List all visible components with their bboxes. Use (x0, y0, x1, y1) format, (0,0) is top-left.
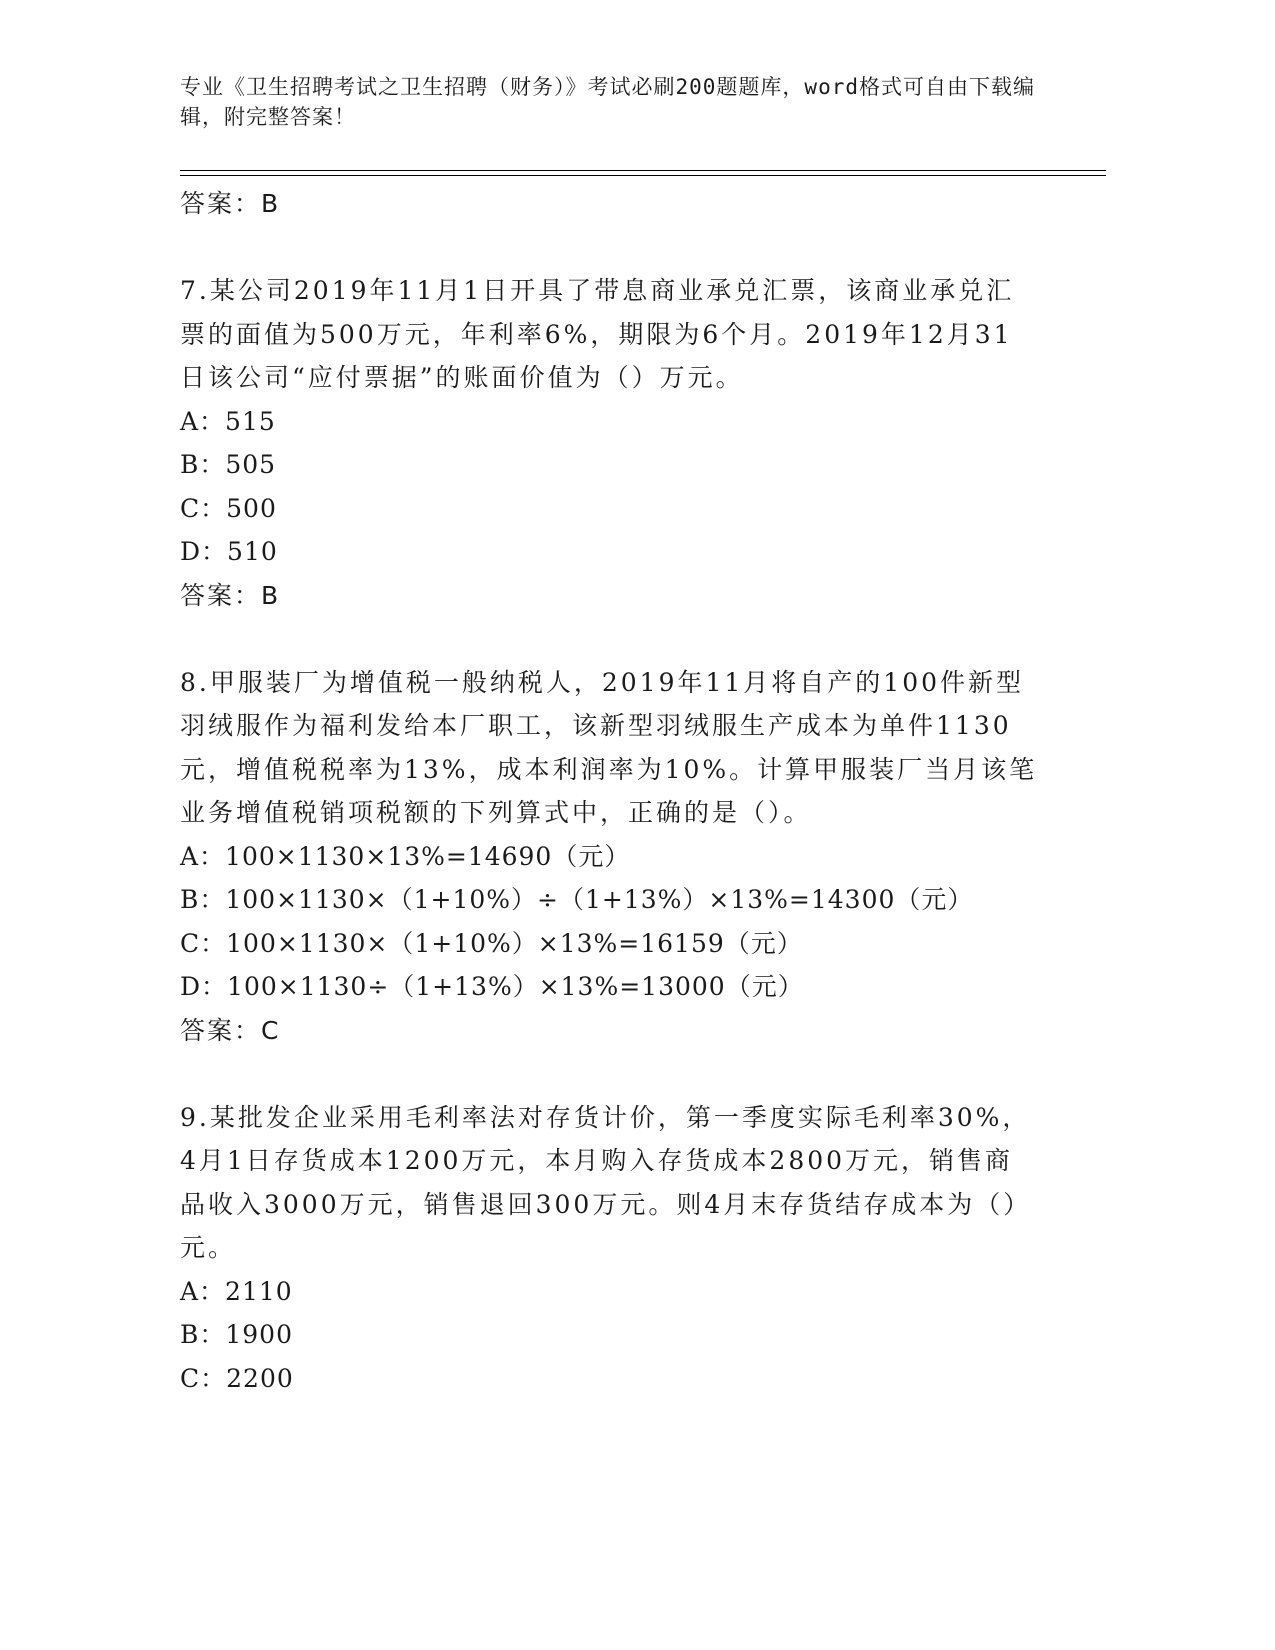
option-a: A：100×1130×13%=14690（元） (180, 841, 631, 871)
option-b: B：100×1130×（1+10%）÷（1+13%）×13%=14300（元） (180, 885, 974, 914)
option-b: B：505 (180, 450, 277, 479)
page-header: 专业《卫生招聘考试之卫生招聘（财务）》考试必刷200题题库，word格式可自由下载编辑，附完整答案！ (180, 75, 1035, 129)
question-block (180, 269, 1040, 617)
question-text: 9.某批发企业采用毛利率法对存货计价，第一季度实际毛利率30%，4月1日存货成本1200万元，本月购入存货成本2800万元，销售商品收入3000万元，销售退回300万元。则4月末存货结存成本为（）元。 (180, 1102, 1032, 1262)
option-b: B：1900 (180, 1320, 293, 1349)
question-list (180, 182, 1040, 1400)
question-text: 7.某公司2019年11月1日开具了带息商业承兑汇票，该商业承兑汇票的面值为500万元，年利率6%，期限为6个月。2019年12月31日该公司“应付票据”的账面价值为（）万元。 (180, 276, 1015, 392)
option-c: C：100×1130×（1+10%）×13%=16159（元） (180, 928, 803, 958)
option-d: D：510 (180, 537, 278, 566)
header-rule (180, 170, 1106, 171)
header-rule (180, 175, 1106, 176)
option-a: A：2110 (180, 1276, 293, 1306)
option-a: A：515 (180, 406, 276, 436)
option-d: D：100×1130÷（1+13%）×13%=13000（元） (180, 972, 804, 1001)
question-block (180, 661, 1040, 1052)
question-text: 8.甲服装厂为增值税一般纳税人，2019年11月将自产的100件新型羽绒服作为福利发给本厂职工，该新型羽绒服生产成本为单件1130元，增值税税率为13%，成本利润率为10%。计算甲服装厂当月该笔业务增值税销项税额的下列算式中，正确的是（）。 (180, 667, 1038, 827)
option-c: C：2200 (180, 1363, 294, 1393)
answer-line: 答案：C (180, 1015, 281, 1045)
question-block (180, 1096, 1040, 1401)
answer-line: 答案：B (180, 580, 281, 610)
option-c: C：500 (180, 493, 277, 523)
answer-line: 答案：B (180, 189, 281, 218)
